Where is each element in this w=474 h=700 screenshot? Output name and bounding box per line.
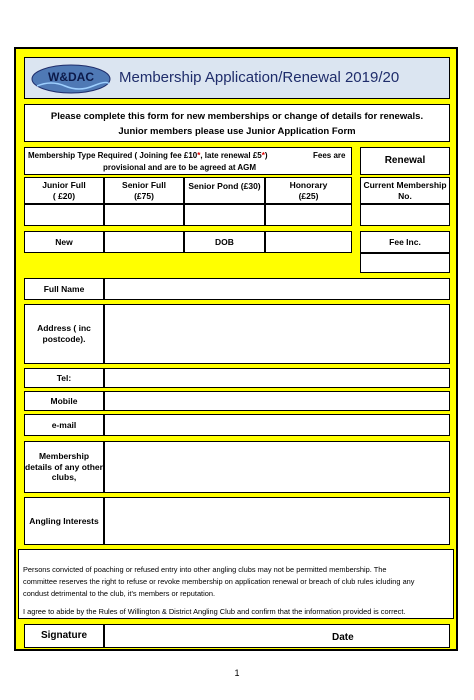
- fee-inc-label: Fee Inc.: [360, 231, 450, 253]
- signature-input[interactable]: [104, 624, 450, 648]
- legal-line2: committee reserves the right to refuse or revoke membership on application renewal or breach of club rules icluding any: [23, 577, 415, 586]
- asterisk-2: *: [261, 151, 265, 160]
- address-label: Address ( inc postcode).: [24, 304, 104, 364]
- angling-interests-input[interactable]: [104, 497, 450, 545]
- fees-text: Fees are: [313, 151, 346, 160]
- dob-input[interactable]: [265, 231, 352, 253]
- current-membership-input[interactable]: [360, 204, 450, 226]
- type-senior-full: Senior Full (£75): [104, 177, 184, 204]
- legal-line1: Persons convicted of poaching or refused entry into other angling clubs may not be permitted membership. The: [23, 565, 387, 574]
- provisional-text: provisional and are to be agreed at AGM: [103, 163, 257, 172]
- current-membership-label: Current Membership No.: [360, 177, 450, 204]
- instructions-line1: Please complete this form for new memberships or change of details for renewals.: [50, 111, 424, 122]
- dob-label: DOB: [184, 231, 265, 253]
- tel-label: Tel:: [24, 368, 104, 388]
- form-header: [24, 57, 450, 99]
- type-senior-pond: Senior Pond (£30): [184, 177, 265, 204]
- logo-text: W&DAC: [48, 70, 94, 84]
- mobile-label: Mobile: [24, 391, 104, 411]
- instructions: [24, 104, 450, 142]
- asterisk-1: *: [197, 151, 201, 160]
- other-clubs-label: Membership details of any other clubs,: [24, 441, 104, 493]
- club-logo: [31, 64, 111, 94]
- honorary-checkbox[interactable]: [265, 204, 352, 226]
- email-input[interactable]: [104, 414, 450, 436]
- full-name-input[interactable]: [104, 278, 450, 300]
- membership-type-header: [24, 147, 352, 175]
- date-label: Date: [332, 632, 354, 643]
- legal-line3: condust detrimental to the club, it's members or reputation.: [23, 589, 216, 598]
- full-name-label: Full Name: [24, 278, 104, 300]
- fee-inc-input[interactable]: [360, 253, 450, 273]
- late-renewal-text: , late renewal £5: [200, 151, 262, 160]
- legal-text: [18, 549, 454, 619]
- other-clubs-input[interactable]: [104, 441, 450, 493]
- senior-full-checkbox[interactable]: [104, 204, 184, 226]
- angling-interests-label: Angling Interests: [24, 497, 104, 545]
- agreement-text: I agree to abide by the Rules of Willington & District Angling Club and confirm that the information provided is correct.: [23, 607, 406, 616]
- type-junior-full: Junior Full ( £20): [24, 177, 104, 204]
- senior-pond-checkbox[interactable]: [184, 204, 265, 226]
- mobile-input[interactable]: [104, 391, 450, 411]
- page-title: Membership Application/Renewal 2019/20: [119, 69, 400, 86]
- junior-full-checkbox[interactable]: [24, 204, 104, 226]
- new-checkbox[interactable]: [104, 231, 184, 253]
- renewal-header: Renewal: [360, 147, 450, 175]
- membership-type-intro: Membership Type Required ( Joining fee £10: [28, 151, 198, 160]
- instructions-line2: Junior members please use Junior Application Form: [118, 126, 356, 137]
- page-number: 1: [234, 668, 240, 678]
- email-label: e-mail: [24, 414, 104, 436]
- signature-label: Signature: [24, 624, 104, 648]
- tel-input[interactable]: [104, 368, 450, 388]
- type-honorary: Honorary (£25): [265, 177, 352, 204]
- close-paren: ): [264, 151, 268, 160]
- new-label: New: [24, 231, 104, 253]
- address-input[interactable]: [104, 304, 450, 364]
